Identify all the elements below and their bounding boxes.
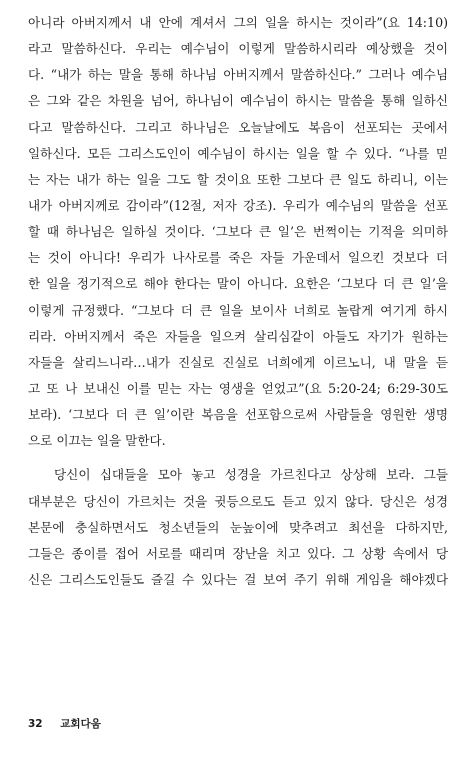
text-line: 은 그와 같은 차원을 넘어, 하나님이 예수님이 하시는 말씀을 통해 일하신 — [28, 93, 448, 109]
text-line: 아니라 아버지께서 내 안에 계셔서 그의 일을 하시는 것이라”(요 14:10) — [28, 15, 448, 30]
book-title: 교회다움 — [60, 718, 101, 730]
text-line: 자들을 살리느니라…내가 진실로 진실로 너희에게 이르노니, 내 말을 듣 — [28, 354, 448, 370]
text-line: 는 자는 내가 하는 일을 그도 할 것이요 또한 그보다 큰 일도 하리니, 이는 — [28, 171, 448, 187]
text-line: 당신이 십대들을 모아 놓고 성경을 가르친다고 상상해 보라. 그들 — [54, 467, 448, 483]
text-line: 할 때 하나님은 일하실 것이다. ‘그보다 큰 일’은 번쩍이는 기적을 의미하 — [28, 224, 448, 240]
page-footer — [28, 716, 101, 731]
paragraph-gap — [28, 454, 448, 462]
text-line: 본문에 충실하면서도 청소년들의 눈높이에 맞추려고 최선을 다하지만, — [28, 519, 448, 535]
text-line: 다고 말씀하신다. 그리고 하나님은 오늘날에도 복음이 선포되는 곳에서 — [28, 119, 448, 135]
paragraph-2 — [28, 462, 448, 593]
text-line: 고 또 나 보내신 이를 믿는 자는 영생을 얻었고”(요 5:20-24; 6:29-30도 — [28, 380, 448, 396]
text-line: 는 것이 아니다! 우리가 나사로를 죽은 자들 가운데서 일으킨 것보다 더 — [28, 250, 448, 266]
text-line: 리라. 아버지께서 죽은 자들을 일으켜 살리심같이 아들도 자기가 원하는 — [28, 328, 448, 344]
text-line: 다. “내가 하는 말을 통해 하나님 아버지께서 말씀하신다.” 그러나 예수님 — [28, 67, 448, 83]
text-line: 라고 말씀하신다. 우리는 예수님이 이렇게 말씀하시리라 예상했을 것이 — [28, 41, 448, 57]
text-line: 으로 이끄는 일을 말한다. — [28, 433, 166, 449]
text-line: 보라). ‘그보다 더 큰 일’이란 복음을 선포함으로써 사람들을 영원한 생명 — [28, 407, 448, 423]
paragraph-1 — [28, 10, 448, 454]
body-text — [28, 10, 448, 593]
text-line: 내가 아버지께로 감이라”(12절, 저자 강조). 우리가 예수님의 말씀을 선포 — [28, 197, 448, 213]
text-line: 한 일을 정기적으로 해야 한다는 말이 아니다. 요한은 ‘그보다 더 큰 일’을 — [28, 276, 448, 292]
text-line: 신은 그리스도인들도 즐길 수 있다는 걸 보여 주기 위해 게임을 해야겠다 — [28, 571, 448, 587]
page-number: 32 — [28, 718, 43, 730]
text-line: 이렇게 규정했다. “그보다 더 큰 일을 보이사 너희로 놀랍게 여기게 하시 — [28, 302, 448, 318]
text-line: 대부분은 당신이 가르치는 것을 귓등으로도 듣고 있지 않다. 당신은 성경 — [28, 493, 448, 509]
text-line: 일하신다. 모든 그리스도인이 예수님이 하시는 일을 할 수 있다. “나를 믿 — [28, 145, 448, 161]
text-line: 그들은 종이를 접어 서로를 때리며 장난을 치고 있다. 그 상황 속에서 당 — [28, 545, 448, 561]
